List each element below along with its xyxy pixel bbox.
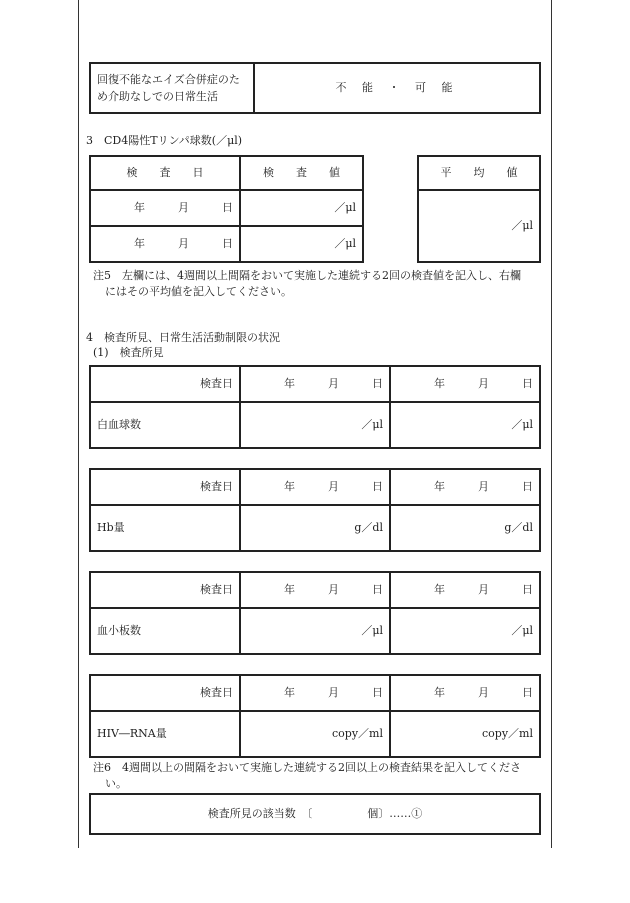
test-name: 血小板数 (90, 608, 240, 654)
test-value-1: g／dl (240, 505, 390, 551)
test-value-2: ／μl (390, 402, 540, 448)
test-date-2: 年 月 日 (390, 469, 540, 505)
test-date-2: 年 月 日 (390, 572, 540, 608)
cd4-value-header: 検 査 値 (240, 156, 363, 190)
cd4-date-2: 年 月 日 (90, 226, 240, 262)
cd4-table (89, 155, 364, 263)
test-table-hiv-rna (89, 674, 541, 758)
test-date-2: 年 月 日 (390, 366, 540, 402)
test-name: 白血球数 (90, 402, 240, 448)
cd4-average-value: ／μl (418, 190, 540, 262)
test-date-label: 検査日 (90, 469, 240, 505)
note-5: 注5 左欄には、4週間以上間隔をおいて実施した連続する2回の検査値を記入し、右欄 にはその平均値を記入してください。 (93, 269, 521, 298)
daily-life-options: 不 能 ・ 可 能 (254, 63, 540, 113)
test-value-2: copy／ml (390, 711, 540, 757)
left-margin-line (78, 0, 79, 848)
test-date-label: 検査日 (90, 572, 240, 608)
right-margin-line (551, 0, 552, 848)
cd4-value-2: ／μl (240, 226, 363, 262)
test-date-label: 検査日 (90, 366, 240, 402)
summary-count: 検査所見の該当数 〔 個〕……① (90, 794, 540, 834)
cd4-date-header: 検 査 日 (90, 156, 240, 190)
daily-life-table (89, 62, 541, 114)
daily-life-label: 回復不能なエイズ合併症のた め介助なしでの日常生活 (90, 63, 254, 113)
test-value-1: ／μl (240, 402, 390, 448)
summary-box (89, 793, 541, 835)
section4-subtitle: (1) 検査所見 (93, 346, 164, 359)
test-date-1: 年 月 日 (240, 675, 390, 711)
test-value-2: ／μl (390, 608, 540, 654)
test-table-wbc (89, 365, 541, 449)
cd4-value-1: ／μl (240, 190, 363, 226)
test-value-1: copy／ml (240, 711, 390, 757)
test-date-label: 検査日 (90, 675, 240, 711)
note-6: 注6 4週間以上の間隔をおいて実施した連続する2回以上の検査結果を記入してくださ い。 (93, 761, 521, 790)
cd4-average-table (417, 155, 541, 263)
test-date-2: 年 月 日 (390, 675, 540, 711)
test-value-2: g／dl (390, 505, 540, 551)
section4-title: 4 検査所見、日常生活活動制限の状況 (86, 331, 280, 344)
test-table-hb (89, 468, 541, 552)
test-table-platelet (89, 571, 541, 655)
test-date-1: 年 月 日 (240, 572, 390, 608)
test-value-1: ／μl (240, 608, 390, 654)
test-date-1: 年 月 日 (240, 469, 390, 505)
section3-title: 3 CD4陽性Tリンパ球数(／μl) (86, 134, 243, 147)
test-name: Hb量 (90, 505, 240, 551)
test-date-1: 年 月 日 (240, 366, 390, 402)
test-name: HIV―RNA量 (90, 711, 240, 757)
cd4-average-header: 平 均 値 (418, 156, 540, 190)
cd4-date-1: 年 月 日 (90, 190, 240, 226)
